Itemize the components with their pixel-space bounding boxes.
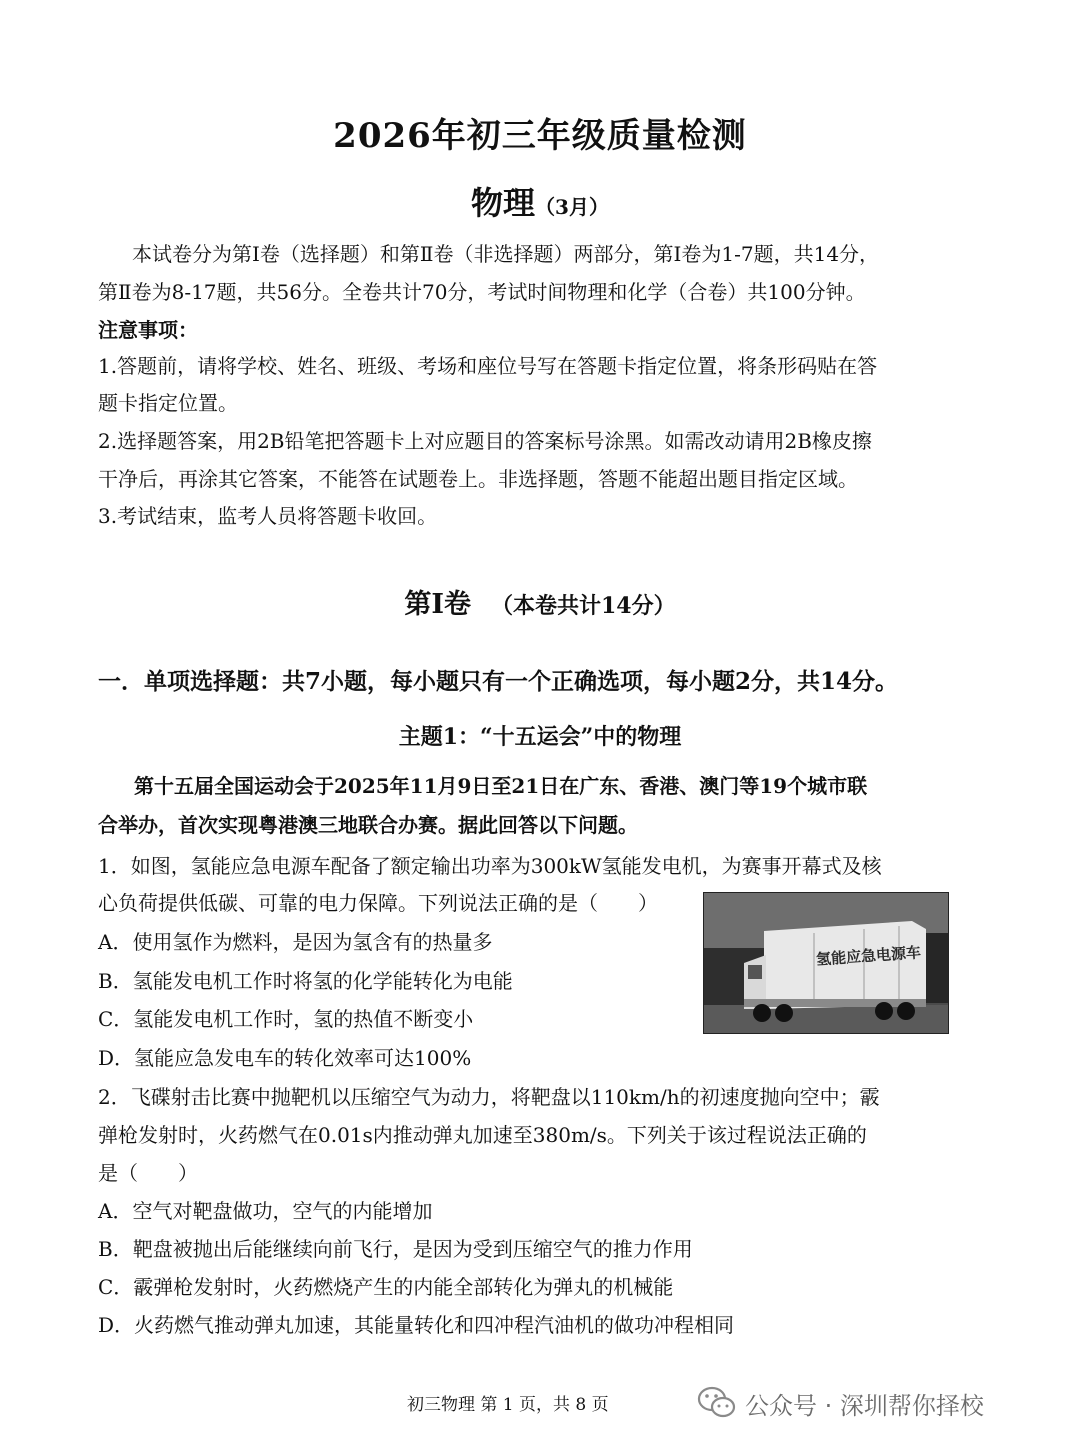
- notice-line: 1.答题前，请将学校、姓名、班级、考场和座位号写在答题卡指定位置，将条形码贴在答: [98, 354, 878, 378]
- section-heading: [0, 582, 1080, 621]
- q2-stem-line-2: 弹枪发射时，火药燃气在0.01s内推动弹丸加速至380m/s。下列关于该过程说法正确的: [98, 1123, 867, 1147]
- q1-stem-line-2: 心负荷提供低碳、可靠的电力保障。下列说法正确的是（ ）: [98, 891, 658, 915]
- q2-option-d: D．火药燃气推动弹丸加速，其能量转化和四冲程汽油机的做功冲程相同: [98, 1313, 735, 1337]
- wechat-icon: [697, 1385, 737, 1421]
- q1-stem-line-1: 1．如图，氢能应急电源车配备了额定输出功率为300kW氢能发电机，为赛事开幕式及核: [98, 854, 882, 878]
- truck-label: 氢能应急电源车: [815, 943, 922, 969]
- topic-title: 主题1：“十五运会”中的物理: [398, 724, 682, 750]
- exam-title: 2026年初三年级质量检测: [333, 116, 747, 156]
- q2-stem-line-3: 是（ ）: [98, 1161, 198, 1185]
- watermark: [697, 1383, 984, 1423]
- section-title: 第Ⅰ卷: [404, 589, 471, 620]
- part-heading: 一．单项选择题：共7小题，每小题只有一个正确选项，每小题2分，共14分。: [98, 668, 899, 695]
- notice-line: 题卡指定位置。: [98, 391, 238, 415]
- notice-line: 2.选择题答案，用2B铅笔把答题卡上对应题目的答案标号涂黑。如需改动请用2B橡皮擦: [98, 429, 872, 453]
- q1-option-b: B．氢能发电机工作时将氢的化学能转化为电能: [98, 969, 513, 993]
- q1-option-c: C．氢能发电机工作时，氢的热值不断变小: [98, 1007, 474, 1031]
- subject-name: 物理: [471, 184, 536, 222]
- q1-option-d: D．氢能应急发电车的转化效率可达100%: [98, 1046, 472, 1070]
- q2-option-a: A．空气对靶盘做功，空气的内能增加: [98, 1199, 433, 1223]
- notice-heading: 注意事项：: [98, 318, 198, 342]
- topic-intro-line-2: 合举办，首次实现粤港澳三地联合办赛。据此回答以下问题。: [98, 813, 638, 837]
- hydrogen-truck-photo: [703, 892, 949, 1034]
- watermark-text: 公众号 · 深圳帮你择校: [745, 1391, 984, 1420]
- notice-line: 干净后，再涂其它答案，不能答在试题卷上。非选择题，答题不能超出题目指定区域。: [98, 467, 858, 491]
- subject-title: [0, 178, 1080, 224]
- topic-intro-line-1: 第十五届全国运动会于2025年11月9日至21日在广东、香港、澳门等19个城市联: [134, 774, 868, 798]
- section-note: （本卷共计14分）: [491, 593, 676, 619]
- intro-line-2: 第Ⅱ卷为8-17题，共56分。全卷共计70分，考试时间物理和化学（合卷）共100分钟。: [98, 280, 866, 304]
- q2-stem-line-1: 2．飞碟射击比赛中抛靶机以压缩空气为动力，将靶盘以110km/h的初速度抛向空中；霰: [98, 1085, 880, 1109]
- q2-option-b: B．靶盘被抛出后能继续向前飞行，是因为受到压缩空气的推力作用: [98, 1237, 693, 1261]
- subject-note: （3月）: [535, 195, 609, 219]
- notice-line: 3.考试结束，监考人员将答题卡收回。: [98, 504, 438, 528]
- page-footer: 初三物理 第 1 页，共 8 页: [407, 1395, 609, 1415]
- q1-option-a: A．使用氢作为燃料，是因为氢含有的热量多: [98, 930, 493, 954]
- q2-option-c: C．霰弹枪发射时，火药燃烧产生的内能全部转化为弹丸的机械能: [98, 1275, 674, 1299]
- intro-line-1: 本试卷分为第Ⅰ卷（选择题）和第Ⅱ卷（非选择题）两部分，第Ⅰ卷为1-7题，共14分，: [132, 242, 880, 266]
